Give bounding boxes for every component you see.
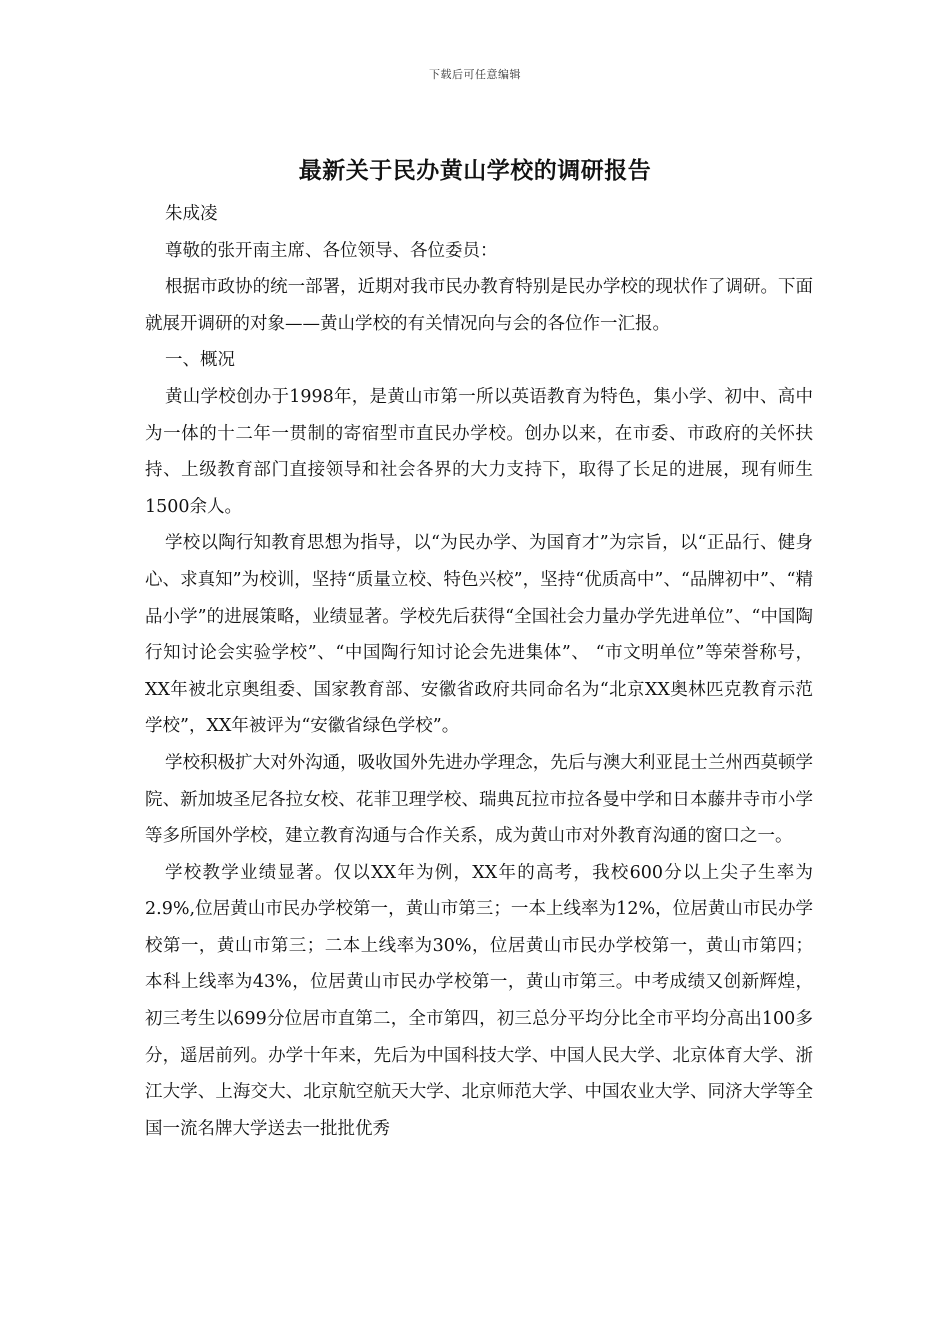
- greeting-line: 尊敬的张开南主席、各位领导、各位委员：: [165, 240, 498, 261]
- paragraph-founding: 黄山学校创办于1998年，是黄山市第一所以英语教育为特色，集小学、初中、高中为一体的十二年一贯制的寄宿型市直民办学校。创办以来，在市委、市政府的关怀扶持、上级教育部门直接领导和社会各界的大力支持下，取得了长足的进展，现有师生1500余人。: [145, 386, 813, 517]
- paragraph-achievements: 学校教学业绩显著。仅以XX年为例，XX年的高考，我校600分以上尖子生率为2.9%,位居黄山市民办学校第一，黄山市第三；一本上线率为12%，位居黄山市民办学校第一，黄山市第三；二本上线率为30%，位居黄山市民办学校第一，黄山市第四；本科上线率为43%，位居黄山市民办学校第一，黄山市第三。中考成绩又创新辉煌，初三考生以699分位居市直第二，全市第四，初三总分平均分比全市平均分高出100多分，遥居前列。办学十年来，先后为中国科技大学、中国人民大学、北京体育大学、浙江大学、上海交大、北京航空航天大学、北京师范大学、中国农业大学、同济大学等全国一流名牌大学送去一批批优秀: [145, 862, 813, 1139]
- header-note: 下载后可任意编辑: [429, 68, 521, 81]
- paragraph-exchange: 学校积极扩大对外沟通，吸收国外先进办学理念，先后与澳大利亚昆士兰州西莫顿学院、新加坡圣尼各拉女校、花菲卫理学校、瑞典瓦拉市拉各曼中学和日本藤井寺市小学等多所国外学校，建立教育沟通与合作关系，成为黄山市对外教育沟通的窗口之一。: [145, 752, 813, 847]
- document-title: 最新关于民办黄山学校的调研报告: [298, 157, 652, 184]
- author-line: 朱成凌: [165, 204, 218, 224]
- paragraph-philosophy: 学校以陶行知教育思想为指导，以“为民办学、为国育才”为宗旨，以“正品行、健身心、求真知”为校训，坚持“质量立校、特色兴校”，坚持“优质高中”、“品牌初中”、“精品小学”的进展策略，业绩显著。学校先后获得“全国社会力量办学先进单位”、“中国陶行知讨论会实验学校”、“中国陶行知讨论会先进集体”、 “市文明单位”等荣誉称号，XX年被北京奥组委、国家教育部、安徽省政府共同命名为“北京XX奥林匹克教育示范学校”，XX年被评为“安徽省绿色学校”。: [145, 533, 813, 737]
- paragraph-intro: 根据市政协的统一部署，近期对我市民办教育特别是民办学校的现状作了调研。下面就展开调研的对象——黄山学校的有关情况向与会的各位作一汇报。: [145, 277, 813, 334]
- document-body: [145, 196, 813, 1147]
- section-heading-overview: 一、概况: [165, 350, 235, 371]
